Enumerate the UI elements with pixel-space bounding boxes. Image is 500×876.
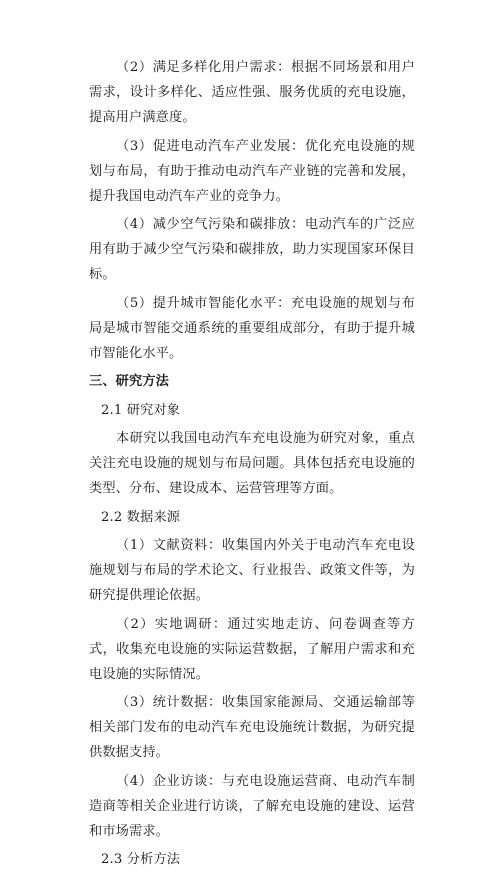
document-body [89,55,415,876]
paragraph-industry-development: （3）促进电动汽车产业发展：优化充电设施的规划与布局，有助于推动电动汽车产业链的完善和发展，提升我国电动汽车产业的竞争力。 [89,138,415,204]
section-heading-research-methods: 三、研究方法 [89,374,170,389]
paragraph-research-object: 本研究以我国电动汽车充电设施为研究对象，重点关注充电设施的规划与布局问题。具体包括充电设施的类型、分布、建设成本、运营管理等方面。 [89,431,415,496]
paragraph-statistics: （3）统计数据：收集国家能源局、交通运输部等相关部门发布的电动汽车充电设施统计数据，为研究提供数据支持。 [89,695,415,760]
paragraph-literature: （1）文献资料：收集国内外关于电动汽车充电设施规划与布局的学术论文、行业报告、政策文件等，为研究提供理论依据。 [89,538,415,603]
paragraph-pollution-reduction: （4）减少空气污染和碳排放：电动汽车的广泛应用有助于减少空气污染和碳排放，助力实现国家环保目标。 [89,217,415,282]
paragraph-field-research: （2）实地调研：通过实地走访、问卷调查等方式，收集充电设施的实际运营数据，了解用户需求和充电设施的实际情况。 [89,616,415,682]
paragraph-enterprise-interviews: （4）企业访谈：与充电设施运营商、电动汽车制造商等相关企业进行访谈，了解充电设施的建设、运营和市场需求。 [89,773,415,839]
subheading-data-sources: 2.2 数据来源 [101,509,181,525]
paragraph-user-needs: （2）满足多样化用户需求：根据不同场景和用户需求，设计多样化、适应性强、服务优质的充电设施，提高用户满意度。 [89,60,415,125]
paragraph-smart-city: （5）提升城市智能化水平：充电设施的规划与布局是城市智能交通系统的重要组成部分，有助于提升城市智能化水平。 [89,295,415,361]
subheading-research-object: 2.1 研究对象 [101,402,181,418]
subheading-analysis-methods: 2.3 分析方法 [101,852,181,867]
